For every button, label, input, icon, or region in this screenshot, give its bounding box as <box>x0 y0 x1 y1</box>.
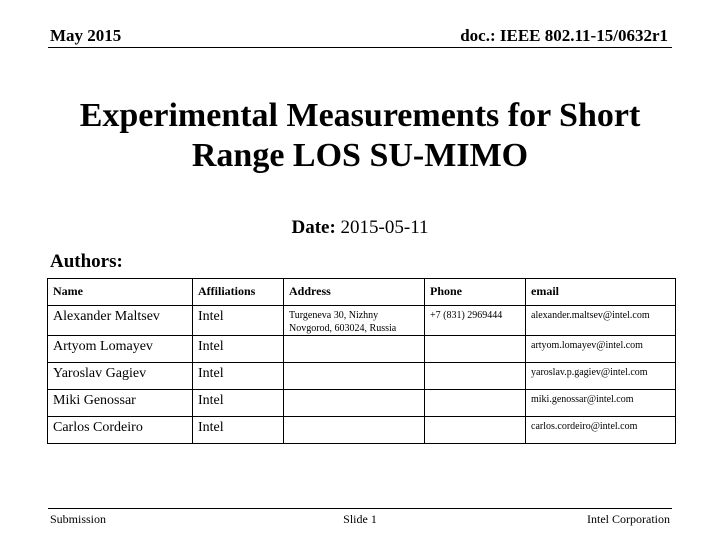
footer-submission: Submission <box>50 512 107 526</box>
footer-organization: Intel Corporation <box>587 512 670 526</box>
author-affiliation: Intel <box>193 306 284 336</box>
author-email: artyom.lomayev@intel.com <box>526 336 676 363</box>
author-address <box>284 363 425 390</box>
author-affiliation: Intel <box>193 363 284 390</box>
authors-label: Authors: <box>50 251 123 272</box>
table-row <box>48 417 676 444</box>
col-header-email: email <box>526 279 676 306</box>
col-header-affiliations: Affiliations <box>193 279 284 306</box>
author-email: alexander.maltsev@intel.com <box>526 306 676 336</box>
table-row <box>48 390 676 417</box>
author-email: carlos.cordeiro@intel.com <box>526 417 676 444</box>
header-divider <box>48 47 672 48</box>
author-name: Yaroslav Gagiev <box>48 363 193 390</box>
slide-title <box>40 96 680 176</box>
author-address: Turgeneva 30, Nizhny Novgorod, 603024, Russia <box>284 306 425 336</box>
col-header-address: Address <box>284 279 425 306</box>
author-affiliation: Intel <box>193 390 284 417</box>
date-line <box>0 217 720 239</box>
col-header-name: Name <box>48 279 193 306</box>
header-date: May 2015 <box>50 26 122 45</box>
author-email: miki.genossar@intel.com <box>526 390 676 417</box>
slide-title-line-2: Range LOS SU-MIMO <box>191 137 529 174</box>
author-phone <box>425 363 526 390</box>
footer-slide-number: Slide 1 <box>343 512 377 526</box>
date-value: 2015-05-11 <box>340 217 429 238</box>
col-header-phone: Phone <box>425 279 526 306</box>
author-name: Miki Genossar <box>48 390 193 417</box>
author-affiliation: Intel <box>193 336 284 363</box>
table-header-row <box>48 279 676 306</box>
author-name: Carlos Cordeiro <box>48 417 193 444</box>
authors-table <box>47 278 676 444</box>
author-affiliation: Intel <box>193 417 284 444</box>
table-row <box>48 336 676 363</box>
author-address <box>284 336 425 363</box>
table-row <box>48 363 676 390</box>
author-phone: +7 (831) 2969444 <box>425 306 526 336</box>
date-label: Date: <box>291 217 336 238</box>
header-doc-id: doc.: IEEE 802.11-15/0632r1 <box>460 26 668 45</box>
author-phone <box>425 417 526 444</box>
author-address <box>284 390 425 417</box>
author-phone <box>425 336 526 363</box>
author-email: yaroslav.p.gagiev@intel.com <box>526 363 676 390</box>
table-row <box>48 306 676 336</box>
author-name: Alexander Maltsev <box>48 306 193 336</box>
author-address <box>284 417 425 444</box>
slide-title-line-1: Experimental Measurements for Short <box>79 97 641 134</box>
author-name: Artyom Lomayev <box>48 336 193 363</box>
footer-divider <box>48 508 672 509</box>
author-phone <box>425 390 526 417</box>
